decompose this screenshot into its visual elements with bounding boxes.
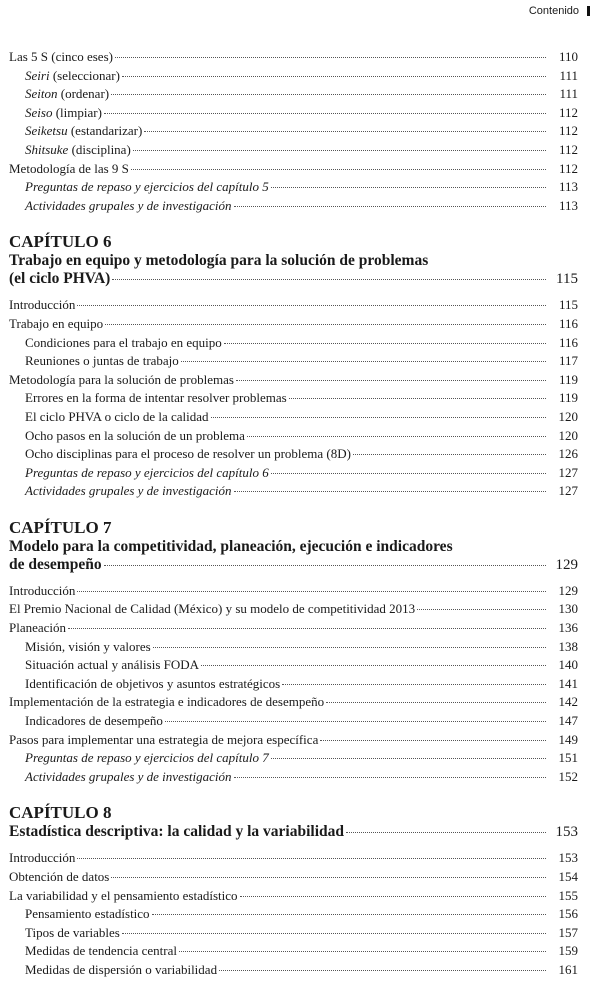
toc-entry[interactable]: [9, 600, 578, 619]
toc-entry-page: 112: [558, 160, 578, 176]
dot-leader: [211, 417, 546, 418]
toc-entry-page: 112: [558, 123, 578, 139]
toc-entry-title: [25, 638, 151, 657]
dot-leader: [131, 169, 546, 170]
toc-entry-title: [25, 408, 209, 427]
toc-entry[interactable]: [9, 712, 578, 731]
chapter-title-text: Estadística descriptiva: la calidad y la variabilidad: [9, 823, 344, 841]
dot-leader: [144, 131, 546, 132]
dot-leader: [111, 877, 546, 878]
toc-entry-page: 113: [558, 179, 578, 195]
toc-entry[interactable]: [9, 675, 578, 694]
toc-entry-title: [9, 600, 415, 619]
toc-entry[interactable]: [9, 905, 578, 924]
toc-entry-title-italic: Shitsuke: [25, 141, 69, 157]
toc-entry[interactable]: [9, 638, 578, 657]
toc-entry-title: [25, 197, 232, 216]
toc-entry-title: [9, 160, 129, 179]
toc-entry-page: 113: [558, 197, 578, 213]
toc-entry-title-text: Metodología para la solución de problemas: [9, 371, 234, 387]
chapter-entries: [9, 849, 578, 979]
toc-entry-title: [25, 334, 222, 353]
dot-leader: [104, 113, 546, 114]
toc-entry[interactable]: [9, 104, 578, 123]
toc-entry-title: [25, 656, 199, 675]
toc-entry-title: [25, 67, 120, 86]
toc-entry-page: 151: [558, 750, 578, 766]
toc-entry-page: 116: [558, 315, 578, 331]
toc-entry-title: [9, 849, 75, 868]
toc-entry-title: [25, 749, 269, 768]
toc-entry-title: [9, 887, 238, 906]
toc-entry-page: 138: [558, 638, 578, 654]
toc-entry[interactable]: [9, 141, 578, 160]
dot-leader: [201, 665, 546, 666]
toc-entry-title: [9, 48, 113, 67]
toc-entry-title-italic: Preguntas de repaso y ejercicios del capítulo 7: [25, 750, 269, 766]
toc-entry-title: [9, 315, 103, 334]
toc-entry-title: [25, 178, 269, 197]
toc-entry[interactable]: [9, 445, 578, 464]
chapter-page: 153: [555, 824, 578, 841]
chapter-title-text: (el ciclo PHVA): [9, 270, 111, 288]
chapter-page: 129: [555, 556, 578, 573]
toc-entry-title-italic: Actividades grupales y de investigación: [25, 483, 232, 499]
toc-entry-page: 112: [558, 104, 578, 120]
toc-entry-title-text: (limpiar): [52, 104, 102, 120]
toc-entry-title-italic: Seiton: [25, 86, 58, 102]
dot-leader: [112, 279, 546, 280]
toc-entry[interactable]: [9, 315, 578, 334]
toc-entry-page: 119: [558, 390, 578, 406]
toc-entry[interactable]: [9, 464, 578, 483]
dot-leader: [271, 187, 546, 188]
running-header-title: Contenido: [528, 5, 579, 17]
toc-entry-title-text: Pensamiento estadístico: [25, 906, 150, 922]
toc-entry-title-text: Reuniones o juntas de trabajo: [25, 353, 179, 369]
dot-leader: [179, 951, 546, 952]
dot-leader: [240, 896, 546, 897]
toc-entry[interactable]: [9, 296, 578, 315]
toc-entry[interactable]: [9, 868, 578, 887]
toc-entry-title-text: La variabilidad y el pensamiento estadístico: [9, 887, 238, 903]
dot-leader: [133, 150, 546, 151]
toc-entry-page: 153: [558, 850, 578, 866]
toc-entry[interactable]: [9, 371, 578, 390]
dot-leader: [271, 758, 546, 759]
dot-leader: [122, 933, 546, 934]
dot-leader: [417, 609, 546, 610]
toc-entry-title-italic: Seiri: [25, 67, 50, 83]
toc-entry-title: [25, 352, 179, 371]
toc-entry[interactable]: [9, 67, 578, 86]
toc-entry[interactable]: [9, 656, 578, 675]
toc-entry-title: [25, 104, 102, 123]
running-header: [529, 5, 590, 17]
toc-entry-page: 120: [558, 408, 578, 424]
toc-entry-title-text: Ocho disciplinas para el proceso de resolver un problema (8D): [25, 446, 351, 462]
toc-entry[interactable]: [9, 582, 578, 601]
toc-entry-page: 147: [558, 713, 578, 729]
toc-entry-title-italic: Actividades grupales y de investigación: [25, 197, 232, 213]
toc-entry-title-text: Medidas de dispersión o variabilidad: [25, 961, 218, 977]
dot-leader: [271, 473, 546, 474]
chapter-title-text: de desempeño: [9, 555, 102, 573]
toc-entry-page: 110: [558, 49, 578, 64]
toc-entry-title-text: Indicadores de desempeño: [25, 713, 163, 729]
chapter-entries: [9, 296, 578, 501]
toc-entry-title: [9, 731, 318, 750]
toc-entry-title-text: (disciplina): [68, 141, 131, 157]
toc-entry-page: 127: [558, 483, 578, 499]
toc-entry-page: 154: [558, 869, 578, 884]
chapter-title-line[interactable]: [9, 823, 578, 841]
chapter-section: [9, 517, 578, 787]
toc-entry-page: 111: [559, 86, 578, 102]
toc-entry-title: [9, 582, 75, 601]
dot-leader: [353, 454, 546, 455]
toc-entry-page: 141: [558, 675, 578, 691]
toc-entry-title-text: Implementación de la estrategia e indicadores de desempeño: [9, 694, 325, 710]
toc-entry-title-text: Trabajo en equipo: [9, 315, 104, 331]
dot-leader: [181, 361, 546, 362]
toc-entry-page: 117: [558, 353, 578, 369]
toc-entry-page: 111: [559, 67, 578, 83]
toc-entry-title-text: Tipos de variables: [25, 924, 120, 940]
dot-leader: [234, 777, 546, 778]
dot-leader: [104, 565, 546, 566]
chapter-page: 115: [556, 271, 578, 288]
chapter-title: [9, 823, 578, 841]
toc-entry-page: 112: [558, 141, 578, 157]
dot-leader: [326, 702, 546, 703]
toc-entry[interactable]: [9, 160, 578, 179]
toc-entry-title-text: El Premio Nacional de Calidad (México) y su modelo de competitividad 2013: [9, 601, 416, 617]
chapter-title: [9, 252, 578, 288]
toc-entry-title-text: Errores en la forma de intentar resolver problemas: [25, 390, 287, 406]
toc-entry-title: [25, 464, 269, 483]
toc-entry-page: 161: [558, 961, 578, 977]
toc-entry-title: [25, 122, 142, 141]
dot-leader: [122, 76, 546, 77]
toc-entry-page: 149: [558, 731, 578, 747]
chapter-5-section-entries: [9, 48, 578, 215]
toc-entry[interactable]: [9, 85, 578, 104]
toc-entry-page: 142: [558, 694, 578, 710]
dot-leader: [165, 721, 546, 722]
toc-entry-title-text: Introducción: [9, 582, 76, 598]
toc-entry[interactable]: [9, 197, 578, 216]
dot-leader: [289, 398, 546, 399]
toc-entry-page: 115: [558, 297, 578, 313]
dot-leader: [115, 57, 546, 58]
toc-entry-page: 126: [558, 446, 578, 462]
toc-entry-title-text: Condiciones para el trabajo en equipo: [25, 334, 222, 350]
toc-entry-title-italic: Preguntas de repaso y ejercicios del capítulo 6: [25, 464, 269, 480]
toc-entry-title-text: Planeación: [9, 620, 67, 636]
toc-entry-title: [25, 85, 109, 104]
toc-entry-title-text: Ocho pasos en la solución de un problema: [25, 427, 245, 443]
toc-entry-page: 127: [558, 464, 578, 480]
toc-entry-title: [25, 768, 232, 787]
toc-entry-title-text: El ciclo PHVA o ciclo de la calidad: [25, 408, 209, 424]
chapter-section: [9, 802, 578, 979]
toc-entry[interactable]: [9, 768, 578, 787]
chapter-title-line[interactable]: [9, 270, 578, 288]
toc-entry-title: [25, 427, 245, 446]
dot-leader: [236, 380, 546, 381]
dot-leader: [346, 832, 546, 833]
toc-entry-title: [25, 389, 287, 408]
dot-leader: [247, 436, 546, 437]
toc-entry[interactable]: [9, 961, 578, 980]
chapter-title: [9, 538, 578, 574]
toc-entry[interactable]: [9, 924, 578, 943]
toc-entry-title: [25, 675, 280, 694]
toc-entry-title: [9, 868, 109, 887]
toc-entry-title: [25, 924, 120, 943]
dot-leader: [111, 94, 546, 95]
toc-entry-title: [25, 905, 150, 924]
toc-entry-title-text: Introducción: [9, 850, 76, 866]
toc-entry-title-text: Pasos para implementar una estrategia de mejora específica: [9, 731, 319, 747]
toc-entry-title-text: Metodología de las 9 S: [9, 160, 129, 176]
toc-entry-page: 120: [558, 427, 578, 443]
toc-entry-page: 136: [558, 620, 578, 636]
chapter-title-line[interactable]: [9, 556, 578, 574]
toc-entry[interactable]: [9, 408, 578, 427]
dot-leader: [234, 206, 546, 207]
toc-entry[interactable]: [9, 731, 578, 750]
chapter-section: [9, 231, 578, 501]
toc-entry[interactable]: [9, 693, 578, 712]
toc-entry-page: 119: [558, 371, 578, 387]
toc-entry-page: 130: [558, 601, 578, 617]
dot-leader: [320, 740, 546, 741]
toc-entry-title-text: Situación actual y análisis FODA: [25, 657, 200, 673]
toc-entry-page: 156: [558, 906, 578, 922]
dot-leader: [77, 305, 546, 306]
toc-entry-page: 140: [558, 657, 578, 673]
toc-entry-title: [9, 693, 324, 712]
dot-leader: [153, 647, 546, 648]
toc-entry-title-text: Misión, visión y valores: [25, 638, 151, 654]
dot-leader: [219, 970, 546, 971]
header-marker-bar: [587, 6, 590, 16]
toc-entry-page: 116: [558, 334, 578, 350]
toc-entry[interactable]: [9, 122, 578, 141]
toc-entry-title: [25, 141, 131, 160]
toc-entry-page: 159: [558, 943, 578, 959]
toc-entry-title-text: (estandarizar): [67, 123, 143, 139]
chapter-label: CAPÍTULO 8: [9, 803, 112, 823]
toc-entry-title-text: Medidas de tendencia central: [25, 943, 177, 959]
dot-leader: [105, 324, 546, 325]
toc-entry-title-text: Introducción: [9, 297, 76, 313]
toc-entry-title-text: (ordenar): [57, 86, 110, 102]
toc-entry-title: [25, 942, 177, 961]
toc-entry-title-italic: Seiso: [25, 104, 53, 120]
toc-entry[interactable]: [9, 749, 578, 768]
dot-leader: [152, 914, 546, 915]
chapter-title-line: Trabajo en equipo y metodología para la solución de problemas: [9, 252, 429, 270]
toc-entry-page: 157: [558, 924, 578, 940]
toc-entry-title-text: Identificación de objetivos y asuntos estratégicos: [25, 675, 281, 691]
chapter-entries: [9, 582, 578, 787]
dot-leader: [68, 628, 546, 629]
dot-leader: [282, 684, 546, 685]
chapter-title-line: Modelo para la competitividad, planeación, ejecución e indicadores: [9, 537, 453, 555]
toc-entry[interactable]: [9, 389, 578, 408]
toc-entry[interactable]: [9, 48, 578, 67]
toc-entry-title: [9, 371, 234, 390]
toc-entry-title-italic: Actividades grupales y de investigación: [25, 768, 232, 784]
toc-entry-page: 129: [558, 582, 578, 598]
dot-leader: [224, 343, 546, 344]
toc-entry[interactable]: [9, 352, 578, 371]
dot-leader: [77, 591, 546, 592]
toc-entry-title: [25, 482, 232, 501]
toc-entry-page: 152: [558, 768, 578, 784]
toc-entry[interactable]: [9, 849, 578, 868]
toc-entry[interactable]: [9, 619, 578, 638]
table-of-contents: [9, 48, 578, 980]
toc-entry-title-text: Las 5 S (cinco eses): [9, 49, 113, 64]
chapter-label: CAPÍTULO 7: [9, 517, 112, 537]
toc-entry-title-text: Obtención de datos: [9, 869, 110, 884]
toc-entry-title: [9, 296, 75, 315]
toc-entry-page: 155: [558, 887, 578, 903]
dot-leader: [77, 858, 546, 859]
toc-entry[interactable]: [9, 942, 578, 961]
toc-entry-title: [25, 961, 217, 980]
toc-entry[interactable]: [9, 887, 578, 906]
toc-entry-title: [25, 712, 163, 731]
toc-entry-title: [9, 619, 66, 638]
toc-entry-title-text: (seleccionar): [49, 67, 120, 83]
chapter-label: CAPÍTULO 6: [9, 232, 112, 252]
toc-entry[interactable]: [9, 334, 578, 353]
toc-entry[interactable]: [9, 178, 578, 197]
toc-entry[interactable]: [9, 482, 578, 501]
dot-leader: [234, 491, 546, 492]
toc-entry-title: [25, 445, 351, 464]
toc-entry-title-italic: Seiketsu: [25, 123, 68, 139]
toc-entry[interactable]: [9, 427, 578, 446]
toc-entry-title-italic: Preguntas de repaso y ejercicios del capítulo 5: [25, 179, 269, 195]
